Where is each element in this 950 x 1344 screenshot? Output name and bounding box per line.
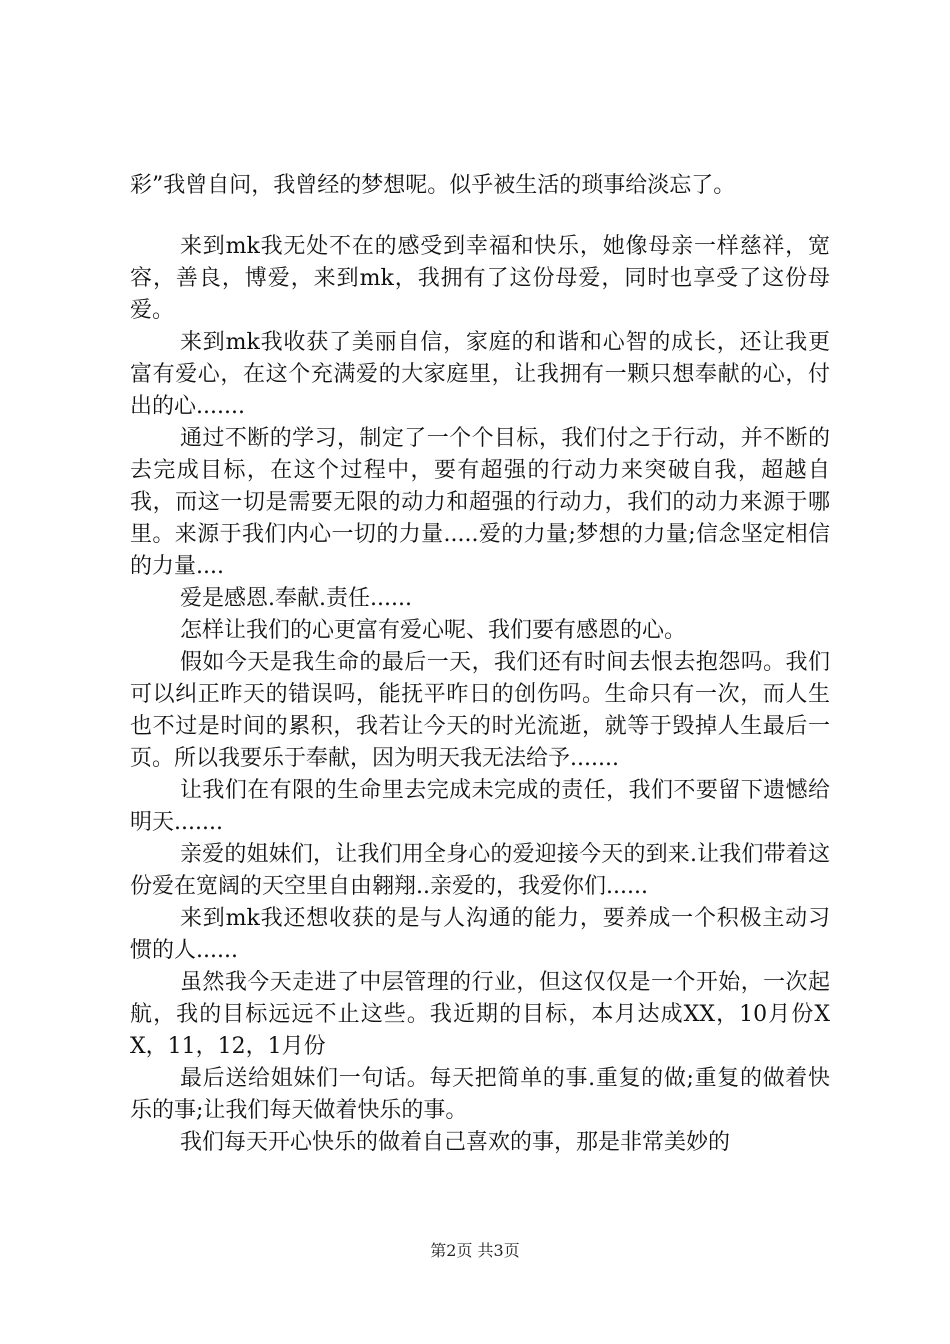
paragraph: 最后送给姐妹们一句话。每天把简单的事.重复的做;重复的做着快乐的事;让我们每天做着快乐的事。	[130, 1066, 830, 1123]
paragraph: 虽然我今天走进了中层管理的行业，但这仅仅是一个开始，一次起航，我的目标远远不止这些。我近期的目标，本月达成XX，10月份XX，11，12，1月份	[130, 970, 830, 1059]
document-body	[130, 170, 830, 1159]
paragraph: 来到mk我还想收获的是与人沟通的能力，要养成一个积极主动习惯的人......	[130, 906, 830, 963]
paragraph: 爱是感恩.奉献.责任......	[180, 586, 412, 611]
paragraph: 亲爱的姐妹们，让我们用全身心的爱迎接今天的到来.让我们带着这份爱在宽阔的天空里自由翱翔..亲爱的，我爱你们......	[130, 842, 830, 899]
paragraph: 来到mk我无处不在的感受到幸福和快乐，她像母亲一样慈祥，宽容，善良，博爱，来到mk，我拥有了这份母爱，同时也享受了这份母爱。	[130, 234, 830, 323]
paragraph: 怎样让我们的心更富有爱心呢、我们要有感恩的心。	[180, 618, 687, 643]
paragraph: 我们每天开心快乐的做着自己喜欢的事，那是非常美妙的	[180, 1130, 731, 1155]
paragraph: 通过不断的学习，制定了一个个目标，我们付之于行动，并不断的去完成目标，在这个过程中，要有超强的行动力来突破自我，超越自我，而这一切是需要无限的动力和超强的行动力，我们的动力来源于哪里。来源于我们内心一切的力量.....爱的力量;梦想的力量;信念坚定相信的力量....	[130, 426, 830, 579]
paragraph: 让我们在有限的生命里去完成未完成的责任，我们不要留下遗憾给明天.......	[130, 778, 830, 835]
paragraph: 来到mk我收获了美丽自信，家庭的和谐和心智的成长，还让我更富有爱心，在这个充满爱的大家庭里，让我拥有一颗只想奉献的心，付出的心.......	[130, 330, 830, 419]
page-footer: 第2页 共3页	[430, 1241, 520, 1260]
paragraph-continuation: 彩”我曾自问，我曾经的梦想呢。似乎被生活的琐事给淡忘了。	[130, 173, 736, 198]
paragraph: 假如今天是我生命的最后一天，我们还有时间去恨去抱怨吗。我们可以纠正昨天的错误吗，能抚平昨日的创伤吗。生命只有一次，而人生也不过是时间的累积，我若让今天的时光流逝，就等于毁掉人生最后一页。所以我要乐于奉献，因为明天我无法给予.......	[130, 650, 830, 771]
paragraph-gap	[130, 202, 830, 231]
